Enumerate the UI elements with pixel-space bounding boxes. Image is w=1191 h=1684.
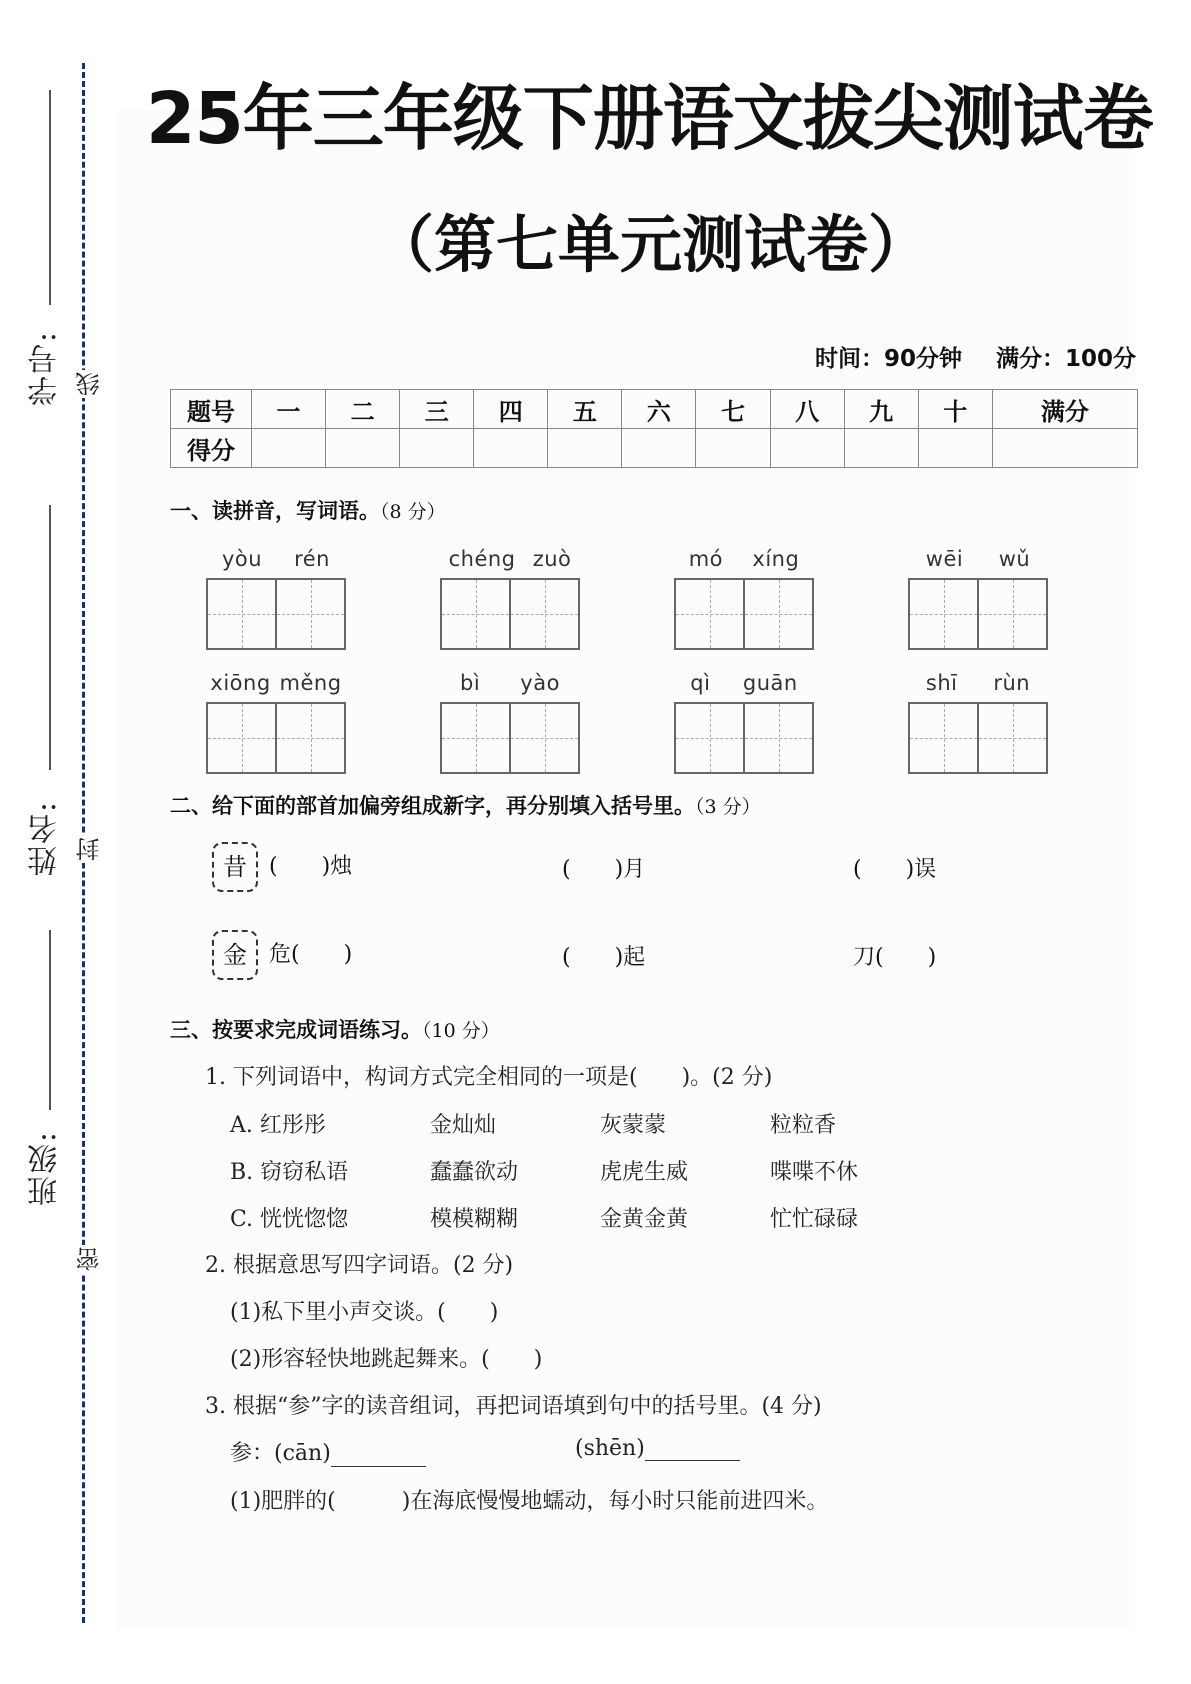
radical-row-1: [212, 842, 352, 892]
option-word: 忙忙碌碌: [770, 1207, 859, 1232]
writing-grid-cell[interactable]: [442, 580, 511, 648]
option-word: 金灿灿: [430, 1113, 497, 1138]
name-line[interactable]: [49, 505, 51, 770]
score-cell[interactable]: [400, 429, 474, 468]
pinyin-syllable: měng: [279, 671, 342, 695]
pinyin-syllable: shī: [925, 671, 958, 695]
seal-mark-line: 线: [72, 370, 107, 398]
writing-grid-cell[interactable]: [511, 580, 578, 648]
question-2-item-1[interactable]: (1)私下里小声交谈。( ): [230, 1300, 499, 1325]
pinyin-word-4: [908, 544, 1048, 650]
pinyin-syllable: rùn: [993, 671, 1031, 695]
pinyin-syllable: wǔ: [998, 547, 1031, 571]
question-3: 3. 根据“参”字的读音组词，再把词语填到句中的括号里。(4 分): [205, 1394, 822, 1419]
fill-blank-item[interactable]: ( )烛: [269, 854, 353, 879]
class-line[interactable]: [49, 930, 51, 1110]
column-header: 满分: [992, 390, 1137, 429]
radical-box: 金: [212, 930, 258, 980]
writing-grid-cell[interactable]: [910, 580, 979, 648]
pinyin-word-5: [206, 668, 346, 774]
pinyin-word-3: [674, 544, 814, 650]
pinyin-word-7: [674, 668, 814, 774]
fill-blank-item[interactable]: 刀( ): [853, 945, 937, 970]
question-1: 1. 下列词语中，构词方式完全相同的一项是( )。(2 分): [205, 1065, 773, 1090]
reading-label: (shēn): [575, 1436, 645, 1461]
fill-blank-item[interactable]: ( )月: [562, 857, 646, 882]
question-3-reading-2: [575, 1436, 740, 1461]
writing-grid-cell[interactable]: [910, 704, 979, 772]
pinyin-word-1: [206, 544, 346, 650]
writing-grid-cell[interactable]: [277, 704, 344, 772]
pinyin-word-2: [440, 544, 580, 650]
column-header: 五: [548, 390, 622, 429]
section1-points: （8 分）: [380, 501, 446, 523]
column-header: 七: [696, 390, 770, 429]
section2-points: （3 分）: [695, 796, 761, 818]
score-cell[interactable]: [326, 429, 400, 468]
option-b[interactable]: [230, 1155, 940, 1186]
option-word: B. 窃窃私语: [230, 1160, 349, 1185]
writing-grid-cell[interactable]: [511, 704, 578, 772]
option-word: 虎虎生威: [600, 1160, 689, 1185]
table-row-head: 题号: [171, 390, 252, 429]
fill-blank-item[interactable]: ( )起: [562, 945, 646, 970]
column-header: 三: [400, 390, 474, 429]
answer-blank[interactable]: [331, 1444, 426, 1467]
section2-title: 二、给下面的部首加偏旁组成新字，再分别填入括号里。: [170, 794, 695, 818]
section3-heading: [170, 1014, 500, 1044]
pinyin-syllable: xíng: [752, 547, 800, 571]
score-cell[interactable]: [844, 429, 918, 468]
score-cell[interactable]: [918, 429, 992, 468]
column-header: 九: [844, 390, 918, 429]
radical-row-2: [212, 930, 352, 980]
option-word: 金黄金黄: [600, 1207, 689, 1232]
section3-title: 三、按要求完成词语练习。: [170, 1018, 422, 1042]
option-word: 模模糊糊: [430, 1207, 519, 1232]
option-word: 粒粒香: [770, 1113, 837, 1138]
score-table: [170, 389, 1138, 468]
score-cell[interactable]: [474, 429, 548, 468]
question-3-reading-1: [230, 1436, 426, 1467]
writing-grid-cell[interactable]: [208, 580, 277, 648]
pinyin-syllable: mó: [688, 547, 723, 571]
option-word: 灰蒙蒙: [600, 1113, 667, 1138]
class-label: 班级:: [28, 1130, 63, 1207]
section1-heading: [170, 495, 446, 525]
answer-blank[interactable]: [645, 1438, 740, 1461]
writing-grid-cell[interactable]: [208, 704, 277, 772]
reading-label: 参：(cān): [230, 1441, 331, 1466]
writing-grid-cell[interactable]: [745, 704, 812, 772]
question-3-sentence-1[interactable]: (1)肥胖的( )在海底慢慢地蠕动，每小时只能前进四米。: [230, 1489, 829, 1514]
column-header: 八: [770, 390, 844, 429]
score-cell[interactable]: [548, 429, 622, 468]
writing-grid-cell[interactable]: [442, 704, 511, 772]
student-id-label: 学号:: [28, 330, 63, 407]
exam-meta: [789, 340, 1136, 373]
pinyin-syllable: rén: [294, 547, 330, 571]
exam-time: 时间：90分钟: [814, 346, 962, 372]
option-label: C.: [230, 1207, 254, 1232]
student-id-line[interactable]: [49, 90, 51, 305]
writing-grid-cell[interactable]: [979, 580, 1046, 648]
option-word: 蠢蠢欲动: [430, 1160, 519, 1185]
option-a[interactable]: [230, 1108, 940, 1139]
seal-mark-secret: 密: [72, 1245, 107, 1273]
section1-title: 一、读拼音，写词语。: [170, 499, 380, 523]
writing-grid-cell[interactable]: [745, 580, 812, 648]
question-2-item-2[interactable]: (2)形容轻快地跳起舞来。( ): [230, 1347, 543, 1372]
seal-mark-seal: 封: [72, 835, 107, 863]
option-label: B.: [230, 1160, 254, 1185]
pinyin-syllable: guān: [742, 671, 798, 695]
exam-full-score: 满分：100分: [995, 346, 1136, 372]
pinyin-syllable: yòu: [222, 547, 263, 571]
pinyin-syllable: bì: [460, 671, 481, 695]
option-word: 喋喋不休: [770, 1160, 859, 1185]
writing-grid-cell[interactable]: [979, 704, 1046, 772]
score-cell[interactable]: [252, 429, 326, 468]
column-header: 十: [918, 390, 992, 429]
column-header: 二: [326, 390, 400, 429]
column-header: 六: [622, 390, 696, 429]
pinyin-syllable: chéng: [448, 547, 516, 571]
score-cell[interactable]: [770, 429, 844, 468]
score-cell[interactable]: [992, 429, 1137, 468]
section2-heading: [170, 790, 761, 820]
pinyin-syllable: wēi: [925, 547, 964, 571]
page-subtitle: （第七单元测试卷）: [372, 208, 931, 281]
page-title: 25年三年级下册语文拔尖测试卷: [146, 77, 1153, 160]
score-cell[interactable]: [622, 429, 696, 468]
writing-grid-cell[interactable]: [277, 580, 344, 648]
question-2: 2. 根据意思写四字词语。(2 分): [205, 1253, 514, 1278]
name-label: 姓名:: [28, 800, 63, 877]
fill-blank-item[interactable]: ( )误: [853, 857, 937, 882]
column-header: 一: [252, 390, 326, 429]
pinyin-syllable: xiōng: [210, 671, 271, 695]
pinyin-word-6: [440, 668, 580, 774]
score-table-header-row: [171, 390, 1138, 429]
pinyin-word-8: [908, 668, 1048, 774]
option-word: C. 恍恍惚惚: [230, 1207, 349, 1232]
option-label: A.: [230, 1113, 253, 1138]
pinyin-syllable: yào: [520, 671, 560, 695]
section3-points: （10 分）: [422, 1020, 500, 1042]
writing-grid-cell[interactable]: [676, 704, 745, 772]
score-table-score-row: [171, 429, 1138, 468]
option-c[interactable]: [230, 1202, 940, 1233]
writing-grid-cell[interactable]: [676, 580, 745, 648]
fill-blank-item[interactable]: 危( ): [269, 942, 353, 967]
table-row-head: 得分: [171, 429, 252, 468]
pinyin-syllable: qì: [690, 671, 711, 695]
radical-box: 昔: [212, 842, 258, 892]
pinyin-syllable: zuò: [532, 547, 572, 571]
option-word: A. 红彤彤: [230, 1113, 326, 1138]
column-header: 四: [474, 390, 548, 429]
score-cell[interactable]: [696, 429, 770, 468]
